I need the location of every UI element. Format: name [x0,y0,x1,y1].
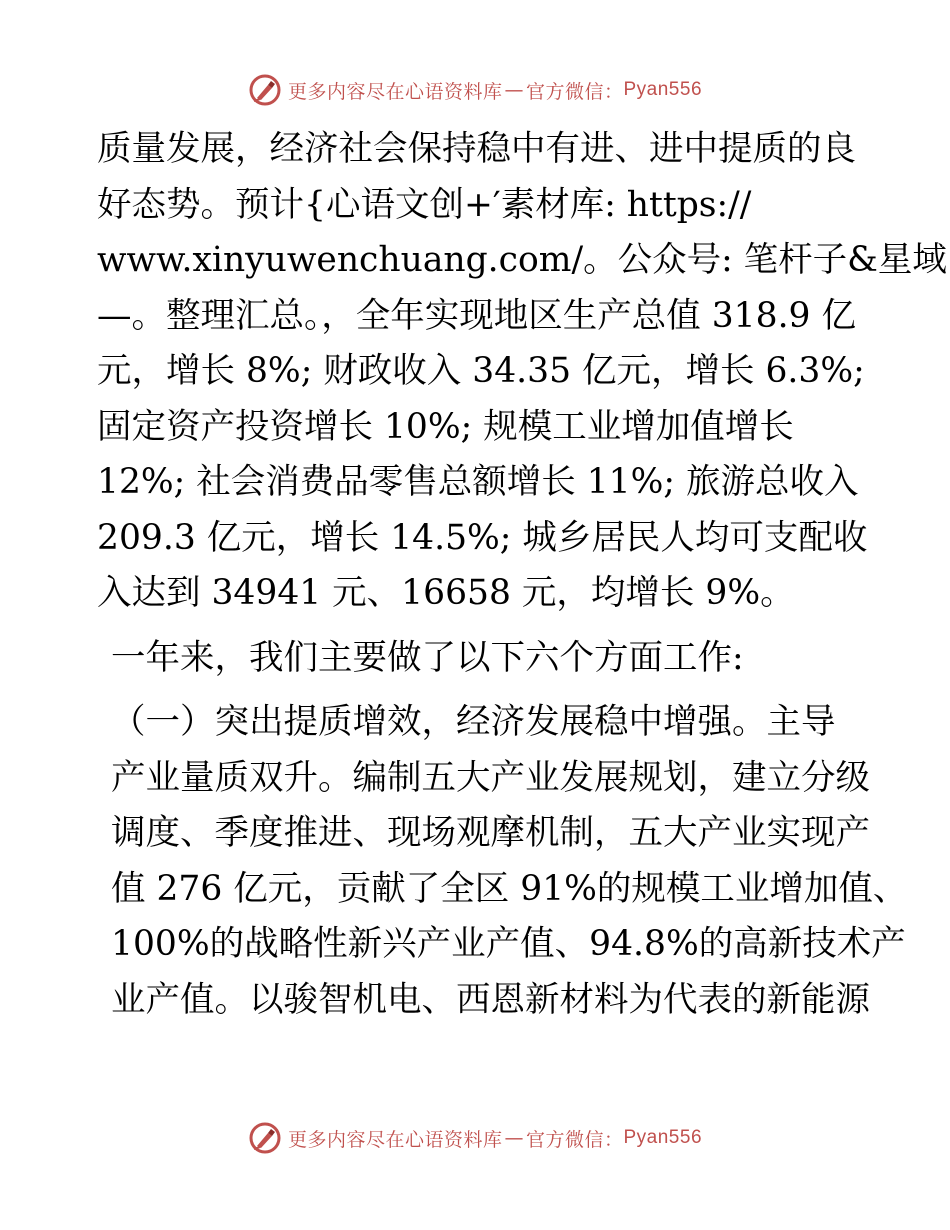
watermark-brand: Pyan556 [623,79,703,100]
pen-logo-icon [248,73,282,107]
header-watermark [0,70,950,110]
watermark-brand: Pyan556 [623,1127,703,1148]
text-line: 调度、季度推进、现场观摩机制，五大产业实现产 [111,813,870,853]
document-body [97,122,947,1028]
watermark-label: 官方微信： [525,80,624,103]
watermark-label: 官方微信： [525,1128,624,1151]
pen-logo-icon [248,1121,282,1155]
paragraph-intro [97,631,852,687]
text-line: 12%; 社会消费品零售总额增长 11%; 旅游总收入 [97,462,859,502]
paragraph-summary [97,122,947,622]
text-line: （一）突出提质增效，经济发展稳中增强。主导 [111,702,836,742]
text-line: www.xinyuwenchuang.com/。公众号: 笔杆子&星域 [97,240,947,280]
text-line: 一年来，我们主要做了以下六个方面工作: [111,637,744,678]
text-line: 产业量质双升。编制五大产业发展规划，建立分级 [111,757,870,798]
watermark-text: 更多内容尽在心语资料库 [287,1128,503,1151]
text-line: 元，增长 8%; 财政收入 34.35 亿元，增长 6.3%; [97,351,865,391]
text-line: 209.3 亿元，增长 14.5%; 城乡居民人均可支配收 [97,517,868,558]
text-line: 好态势。预计{心语文创+′素材库: https:// [97,184,752,225]
text-line: 100%的战略性新兴产业产值、94.8%的高新技术产 [111,924,906,964]
text-line: 值 276 亿元，贡献了全区 91%的规模工业增加值、 [111,868,908,909]
watermark-separator: — [504,1127,524,1149]
footer-watermark [0,1118,950,1158]
text-line: —。整理汇总。，全年实现地区生产总值 318.9 亿 [97,295,856,336]
text-line: 质量发展，经济社会保持稳中有进、进中提质的良 [97,129,856,169]
watermark-text: 更多内容尽在心语资料库 [287,80,503,103]
text-line: 固定资产投资增长 10%; 规模工业增加值增长 [97,406,794,447]
text-line: 业产值。以骏智机电、西恩新材料为代表的新能源 [111,979,870,1020]
text-line: 入达到 34941 元、16658 元，均增长 9%。 [97,573,795,613]
paragraph-section-one [97,695,908,1028]
watermark-separator: — [504,79,524,101]
